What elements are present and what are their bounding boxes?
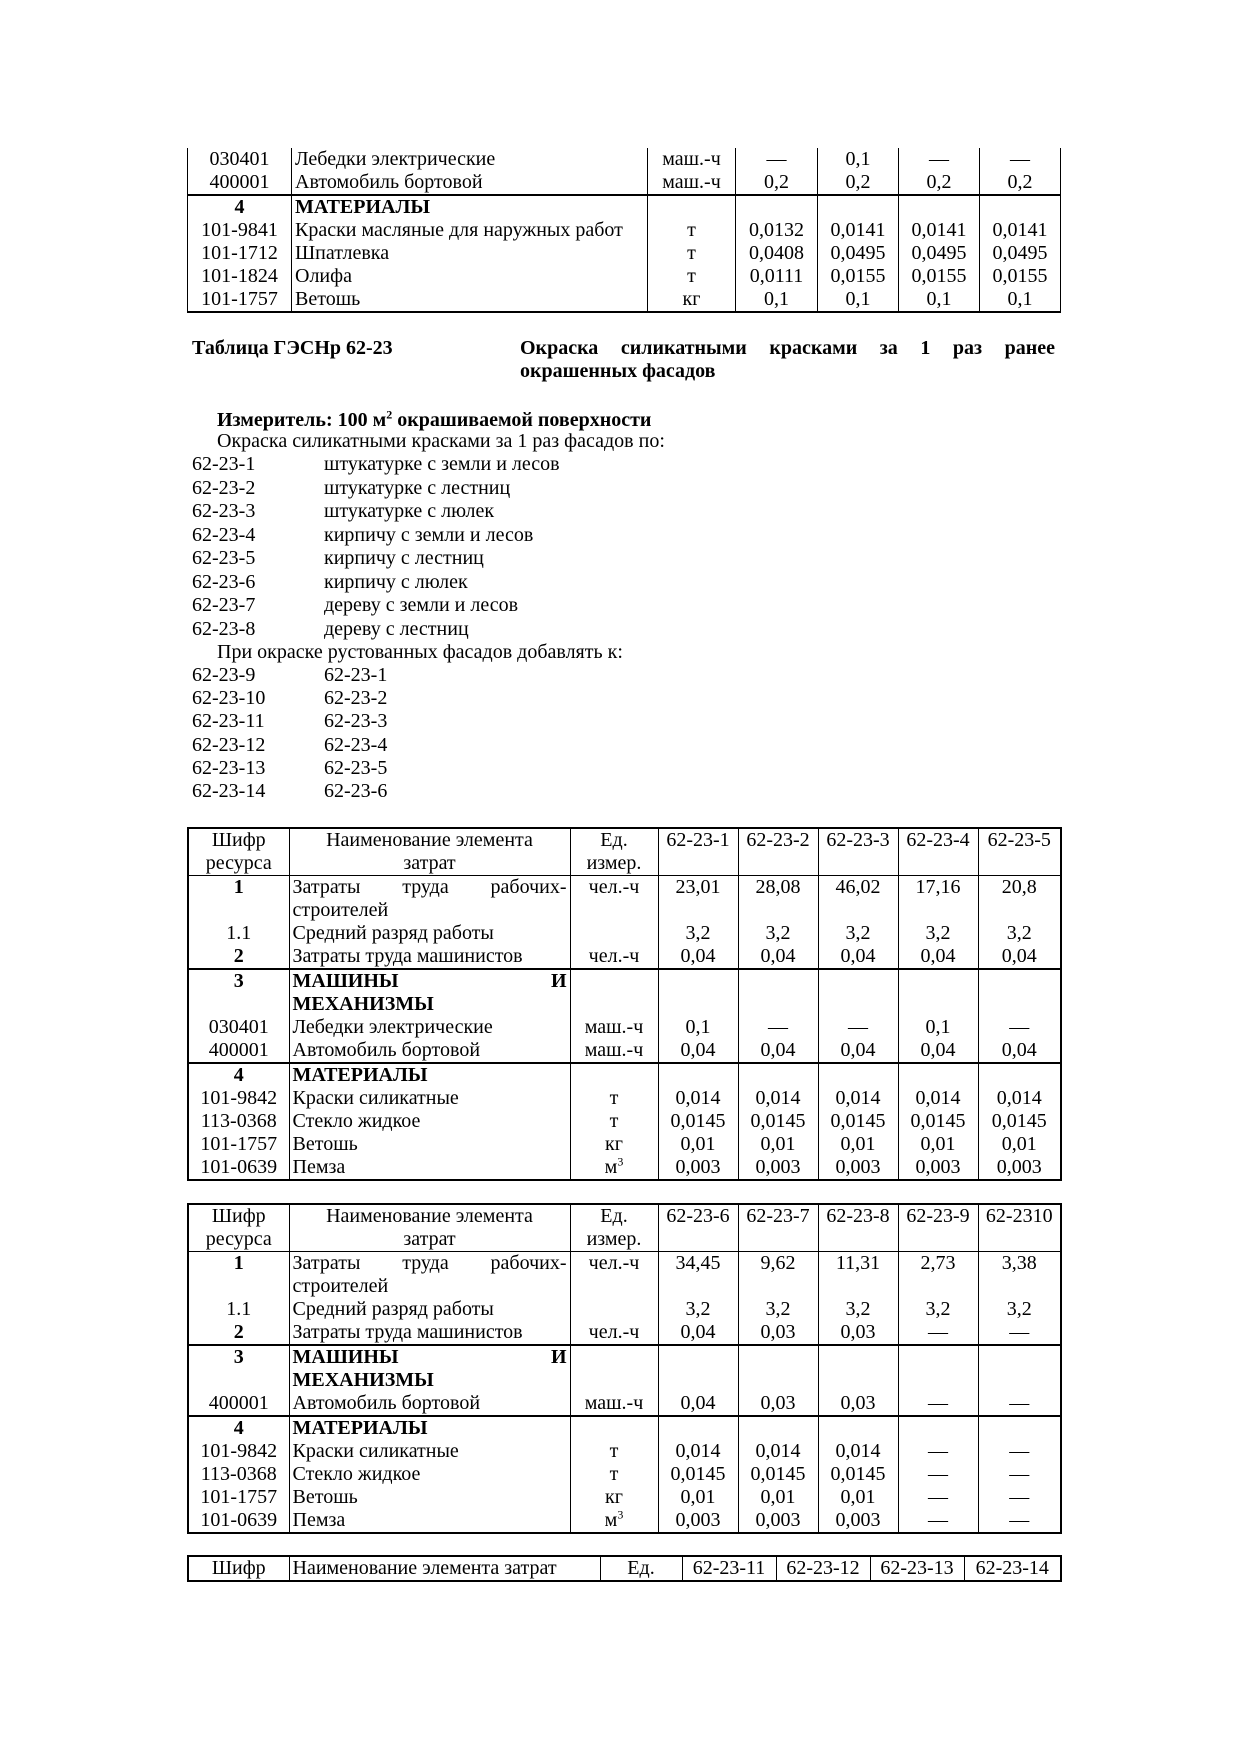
- table-row: 101-9841 Краски масляные для наружных работ т 0,0132 0,0141 0,0141 0,0141: [188, 219, 1061, 242]
- list-item: [192, 524, 533, 547]
- item-description: дереву с земли и лесов: [324, 594, 519, 616]
- table-row: 3 МАШИНЫ И МЕХАНИЗМЫ: [188, 969, 1061, 1016]
- table-row: 1.1 Средний разряд работы 3,2 3,2 3,2 3,2 3,2: [188, 922, 1061, 945]
- table-row: 400001 Автомобиль бортовой маш.-ч 0,04 0,03 0,03 — —: [188, 1392, 1061, 1416]
- table-row: 4 МАТЕРИАЛЫ: [188, 1416, 1061, 1440]
- list-item: [192, 453, 560, 476]
- list-item: [192, 477, 510, 500]
- table-row: 113-0368 Стекло жидкое т 0,0145 0,0145 0,0145 0,0145 0,0145: [188, 1110, 1061, 1133]
- list-item: [192, 664, 387, 687]
- table-row: 101-0639 Пемза $м^3$ 0,003 0,003 0,003 0,003 0,003: [188, 1156, 1061, 1180]
- item-base-code: 62-23-6: [324, 780, 388, 802]
- item-code: 62-23-14: [192, 780, 266, 802]
- item-code: 62-23-11: [192, 710, 265, 733]
- item-description: дереву с лестниц: [324, 617, 469, 640]
- resource-table-2: [187, 1203, 1062, 1534]
- list-item: [192, 734, 387, 757]
- item-description: кирпичу с люлек: [324, 570, 468, 593]
- item-code: 62-23-12: [192, 733, 266, 756]
- table-header-row: Шифр ресурса Наименование элемента затрат Ед. измер. 62-23-6 62-23-7 62-23-8 62-23-9 62-2310: [188, 1204, 1061, 1252]
- table-row: 1 Затраты труда рабочих- строителей чел.-ч 23,01 28,08 46,02 17,16 20,8: [188, 876, 1061, 923]
- item-code: 62-23-13: [192, 756, 266, 779]
- table-row: 101-1712 Шпатлевка т 0,0408 0,0495 0,0495 0,0495: [188, 242, 1061, 265]
- table-row: 101-1824 Олифа т 0,0111 0,0155 0,0155 0,0155: [188, 265, 1061, 288]
- table-row: 030401 Лебедки электрические маш.-ч 0,1 — — 0,1 —: [188, 1016, 1061, 1039]
- table-row: 101-1757 Ветошь кг 0,1 0,1 0,1 0,1: [188, 288, 1061, 312]
- resource-table-3: [187, 1555, 1062, 1582]
- table-row: 4 МАТЕРИАЛЫ: [188, 195, 1061, 219]
- item-description: штукатурке с лестниц: [324, 476, 511, 499]
- item-code: 62-23-10: [192, 687, 266, 710]
- table-row: 101-1757 Ветошь кг 0,01 0,01 0,01 — —: [188, 1486, 1061, 1509]
- table-row: 3 МАШИНЫ И МЕХАНИЗМЫ: [188, 1345, 1061, 1392]
- item-base-code: 62-23-4: [324, 733, 388, 756]
- item-code: 62-23-4: [192, 523, 256, 546]
- rust-intro-line: При окраске рустованных фасадов добавлять к:: [217, 641, 623, 663]
- table-row: 2 Затраты труда машинистов чел.-ч 0,04 0,03 0,03 — —: [188, 1321, 1061, 1345]
- list-item: [192, 757, 387, 780]
- table-row: 113-0368 Стекло жидкое т 0,0145 0,0145 0,0145 — —: [188, 1463, 1061, 1486]
- table-label: Таблица ГЭСНр 62-23: [192, 337, 393, 359]
- table-row: 1.1 Средний разряд работы 3,2 3,2 3,2 3,2 3,2: [188, 1298, 1061, 1321]
- item-base-code: 62-23-3: [324, 710, 388, 733]
- measure-line: Измеритель: 100 $м^2$ окрашиваемой поверхности: [217, 407, 652, 431]
- item-code: 62-23-6: [192, 570, 256, 593]
- list-item: [192, 710, 387, 733]
- list-item: [192, 500, 494, 523]
- list-item: [192, 547, 484, 570]
- list-item: [192, 594, 518, 617]
- top-resource-table: [187, 148, 1061, 313]
- item-code: 62-23-8: [192, 617, 256, 640]
- item-description: штукатурке с земли и лесов: [324, 453, 560, 475]
- resource-table-1: [187, 827, 1062, 1181]
- table-row: 1 Затраты труда рабочих- строителей чел.-ч 34,45 9,62 11,31 2,73 3,38: [188, 1252, 1061, 1299]
- table-header-row: Шифр Наименование элемента затрат Ед. 62-23-11 62-23-12 62-23-13 62-23-14: [188, 1556, 1061, 1581]
- item-base-code: 62-23-1: [324, 664, 388, 686]
- table-row: 2 Затраты труда машинистов чел.-ч 0,04 0,04 0,04 0,04 0,04: [188, 945, 1061, 969]
- item-code: 62-23-1: [192, 453, 256, 475]
- table-row: 400001 Автомобиль бортовой маш.-ч 0,2 0,2 0,2 0,2: [188, 171, 1061, 195]
- table-row: 101-9842 Краски силикатные т 0,014 0,014 0,014 0,014 0,014: [188, 1087, 1061, 1110]
- table-row: 4 МАТЕРИАЛЫ: [188, 1063, 1061, 1087]
- item-description: кирпичу с лестниц: [324, 547, 484, 569]
- list-item: [192, 618, 469, 641]
- item-code: 62-23-9: [192, 664, 256, 686]
- list-item: [192, 687, 387, 710]
- intro-line: Окраска силикатными красками за 1 раз фасадов по:: [217, 430, 665, 452]
- item-description: кирпичу с земли и лесов: [324, 523, 534, 546]
- item-code: 62-23-2: [192, 476, 256, 499]
- table-row: 101-0639 Пемза $м^3$ 0,003 0,003 0,003 — —: [188, 1509, 1061, 1533]
- table-row: 030401 Лебедки электрические маш.-ч — 0,1 — —: [188, 148, 1061, 171]
- item-description: штукатурке с люлек: [324, 500, 495, 522]
- item-base-code: 62-23-5: [324, 756, 388, 779]
- section-title: Окраска силикатными красками за 1 раз ранее окрашенных фасадов: [520, 337, 1055, 382]
- top-machines-rows: [188, 148, 1061, 195]
- table-row: 101-1757 Ветошь кг 0,01 0,01 0,01 0,01 0,01: [188, 1133, 1061, 1156]
- item-code: 62-23-3: [192, 500, 256, 522]
- item-code: 62-23-5: [192, 547, 256, 569]
- table-header-row: Шифр ресурса Наименование элемента затрат Ед. измер. 62-23-1 62-23-2 62-23-3 62-23-4 62-23-5: [188, 828, 1061, 876]
- table-row: 400001 Автомобиль бортовой маш.-ч 0,04 0,04 0,04 0,04 0,04: [188, 1039, 1061, 1063]
- list-item: [192, 780, 387, 803]
- item-base-code: 62-23-2: [324, 687, 388, 710]
- top-materials-rows: [188, 195, 1061, 312]
- table-row: 101-9842 Краски силикатные т 0,014 0,014 0,014 — —: [188, 1440, 1061, 1463]
- item-code: 62-23-7: [192, 594, 256, 616]
- list-item: [192, 571, 468, 594]
